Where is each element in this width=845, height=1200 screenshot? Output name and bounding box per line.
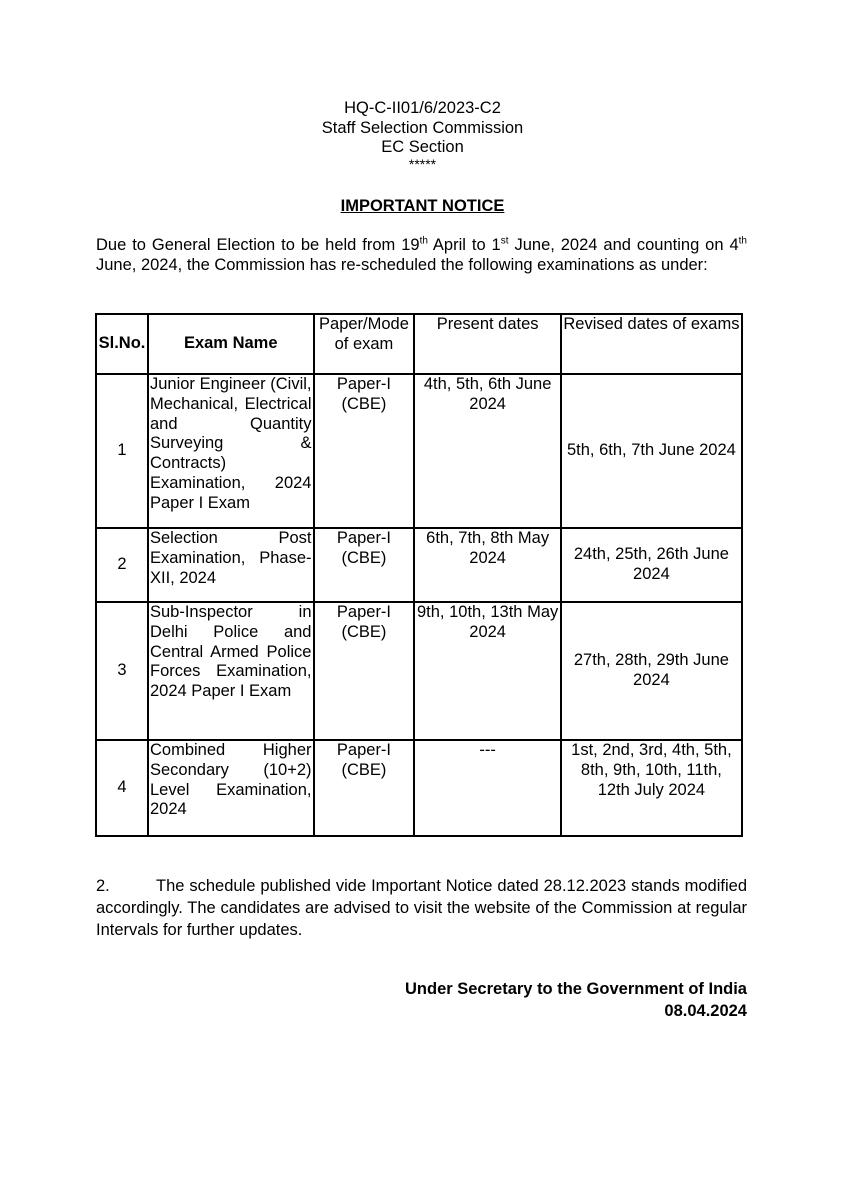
row-sl-no: 1 [96,374,148,528]
row-sl-no: 2 [96,528,148,602]
row-paper-mode: Paper-I (CBE) [314,374,415,528]
paragraph-text: The schedule published vide Important Notice dated 28.12.2023 stands modified accordingly. The candidates are advised to visit the website of the Commission at regular Intervals for further updates. [96,877,747,939]
row-paper-mode: Paper-I (CBE) [314,602,415,740]
paragraph-number: 2. [96,877,110,895]
section-name: EC Section [381,138,464,156]
document-header [0,99,845,172]
intro-text-4: June, 2024, the Commission has re-scheduled the following examinations as under: [96,255,708,274]
header-paper-mode: Paper/Mode of exam [314,314,415,374]
signature-block [405,978,747,1022]
table-row [96,374,742,528]
row-sl-no: 3 [96,602,148,740]
intro-sup-3: th [738,235,747,247]
row-present-dates: 9th, 10th, 13th May 2024 [414,602,560,740]
row-sl-no: 4 [96,740,148,836]
intro-text-1: Due to General Election to be held from 19 [96,236,420,254]
separator-stars: ***** [408,155,437,172]
table-row [96,740,742,836]
row-revised-dates: 1st, 2nd, 3rd, 4th, 5th, 8th, 9th, 10th, 11th, 12th July 2024 [561,740,742,836]
intro-paragraph [96,236,747,276]
row-paper-mode: Paper-I (CBE) [314,740,415,836]
intro-sup-2: st [500,235,509,247]
exam-schedule-table [95,313,743,837]
organization-name: Staff Selection Commission [321,118,524,137]
header-revised-dates: Revised dates of exams [561,314,742,374]
row-paper-mode: Paper-I (CBE) [314,528,415,602]
signatory-designation: Under Secretary to the Government of India [405,980,747,998]
row-revised-dates: 27th, 28th, 29th June 2024 [561,602,742,740]
row-exam-name: Selection Post Examination, Phase-XII, 2024 [148,528,314,602]
signature-date: 08.04.2024 [664,1002,747,1020]
intro-text-3: June, 2024 and counting on 4 [508,236,739,254]
notice-title: IMPORTANT NOTICE [340,197,505,215]
row-present-dates: 4th, 5th, 6th June 2024 [414,374,560,528]
header-present-dates: Present dates [414,314,560,374]
row-revised-dates: 24th, 25th, 26th June 2024 [561,528,742,602]
reference-number: HQ-C-II01/6/2023-C2 [344,99,501,117]
row-present-dates: --- [414,740,560,836]
header-sl-no: Sl.No. [96,314,148,374]
table-header-row [96,314,742,374]
row-exam-name: Junior Engineer (Civil, Mechanical, Electrical and Quantity Surveying & Contracts) Examination, 2024 Paper I Exam [148,374,314,528]
table-row [96,528,742,602]
row-exam-name: Combined Higher Secondary (10+2) Level Examination, 2024 [148,740,314,836]
closing-paragraph [96,875,747,941]
intro-sup-1: th [419,235,428,247]
row-revised-dates: 5th, 6th, 7th June 2024 [561,374,742,528]
intro-text-2: April to 1 [427,236,501,254]
header-exam-name: Exam Name [148,314,314,374]
row-exam-name: Sub-Inspector in Delhi Police and Central Armed Police Forces Examination, 2024 Paper I Exam [148,602,314,740]
row-present-dates: 6th, 7th, 8th May 2024 [414,528,560,602]
table-row [96,602,742,740]
